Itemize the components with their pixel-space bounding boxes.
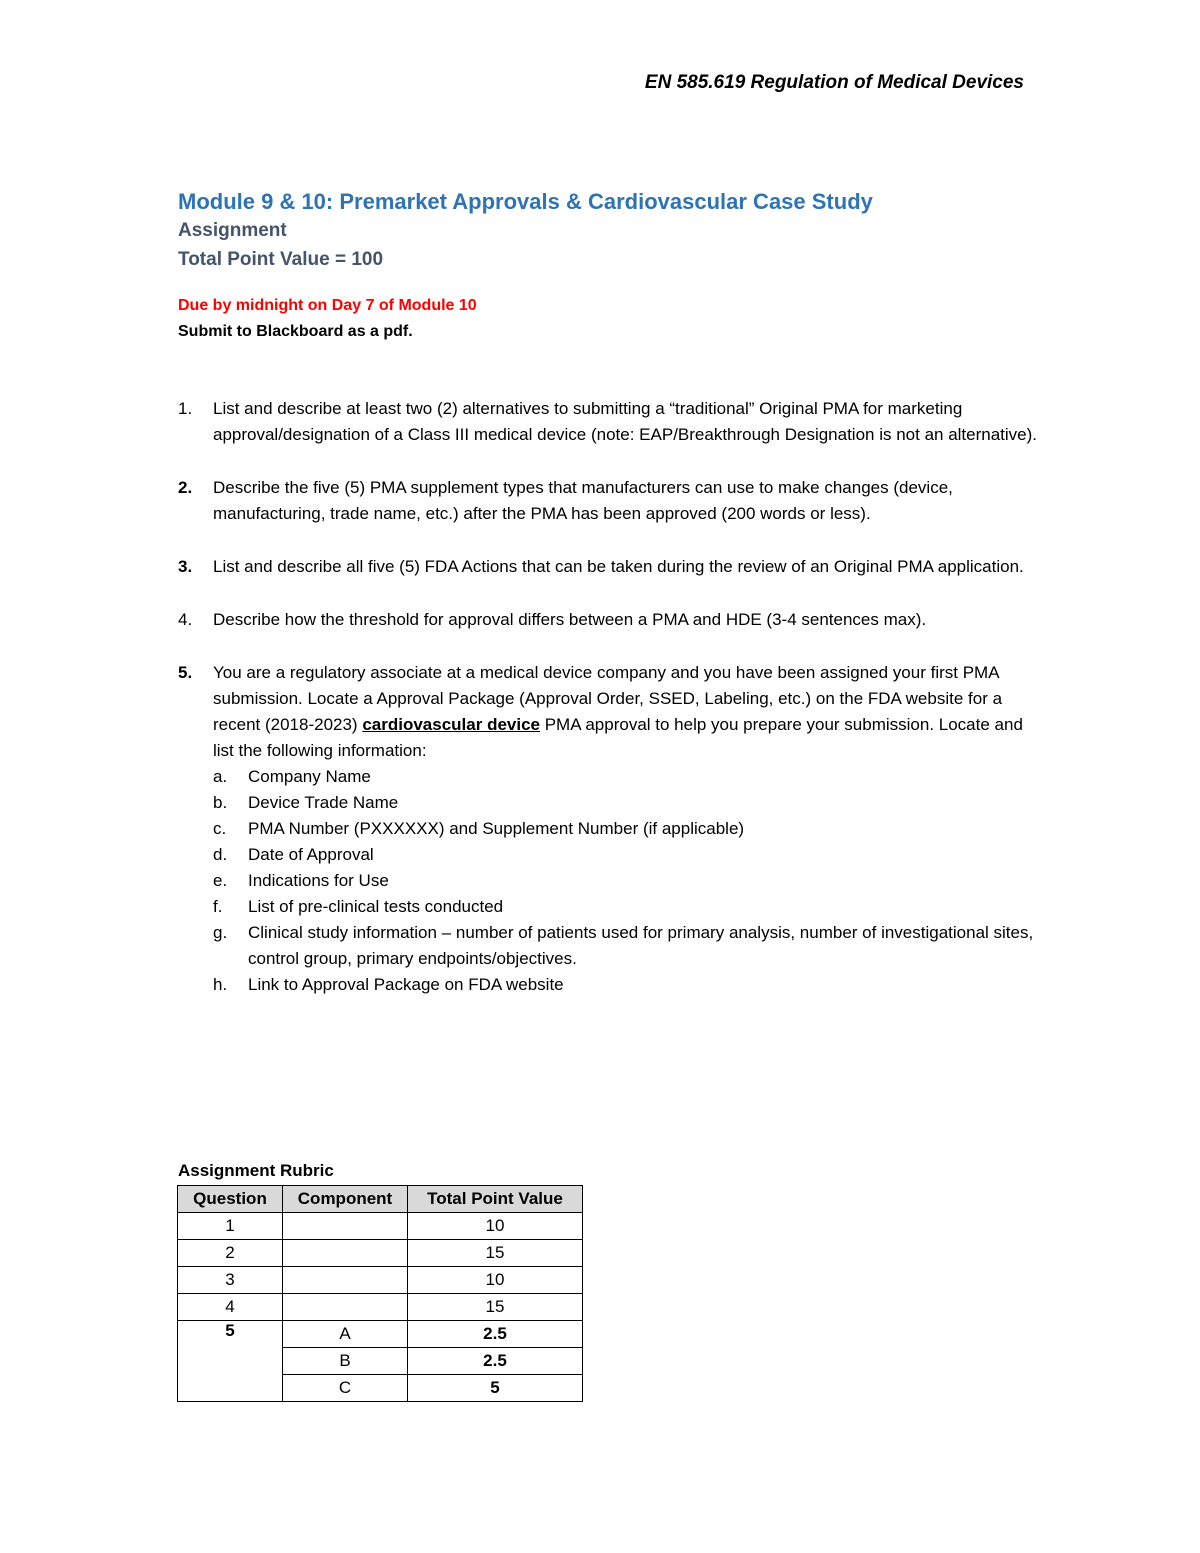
question-item	[178, 554, 1038, 580]
sub-item	[213, 842, 1038, 868]
sub-item-letter: e.	[213, 871, 228, 890]
sub-item-text: Date of Approval	[248, 845, 374, 864]
question-number: 3.	[178, 557, 193, 576]
question-item	[178, 660, 1038, 998]
sub-item	[213, 920, 1038, 972]
header-question: Question	[178, 1186, 283, 1213]
question-number: 2.	[178, 478, 193, 497]
question-item	[178, 607, 1038, 633]
sub-item	[213, 868, 1038, 894]
question-number: 5.	[178, 663, 193, 682]
question-text: Describe how the threshold for approval differs between a PMA and HDE (3-4 sentences max).	[213, 610, 927, 629]
due-date: Due by midnight on Day 7 of Module 10	[178, 297, 477, 314]
question-text-start: You are a regulatory associate at a medical device company and you have been assigned your first PMA submission. Locate a Approval Package (Approval Order, SSED, Labeling, etc.) on the FDA website for a recent (2018-2023)	[213, 663, 1003, 734]
sub-item-text: Company Name	[248, 767, 371, 786]
cell-question: 4	[178, 1294, 283, 1321]
rubric-title: Assignment Rubric	[178, 1161, 334, 1180]
cell-component	[283, 1267, 408, 1294]
cell-points: 2.5	[408, 1321, 583, 1348]
cell-points: 10	[408, 1267, 583, 1294]
cell-points: 15	[408, 1294, 583, 1321]
cell-component: C	[283, 1375, 408, 1402]
table-row	[178, 1294, 583, 1321]
sub-item-letter: f.	[213, 897, 223, 916]
course-header: EN 585.619 Regulation of Medical Devices	[644, 72, 1024, 93]
table-row	[178, 1321, 583, 1348]
question-item	[178, 475, 1038, 527]
rubric-header-row	[178, 1186, 583, 1213]
sub-item	[213, 894, 1038, 920]
total-point-value: Total Point Value = 100	[178, 249, 384, 270]
cell-component	[283, 1294, 408, 1321]
sub-item-letter: d.	[213, 845, 228, 864]
sub-item	[213, 816, 1038, 842]
sub-item-letter: g.	[213, 923, 228, 942]
cell-component	[283, 1213, 408, 1240]
header-component: Component	[283, 1186, 408, 1213]
sub-item	[213, 972, 1038, 998]
sub-item-text: Clinical study information – number of patients used for primary analysis, number of investigational sites, control group, primary endpoints/objectives.	[248, 923, 1034, 968]
sub-item-letter: a.	[213, 767, 228, 786]
cell-points: 2.5	[408, 1348, 583, 1375]
question-number: 1.	[178, 399, 193, 418]
sub-item	[213, 790, 1038, 816]
cell-component: B	[283, 1348, 408, 1375]
sub-item-letter: b.	[213, 793, 228, 812]
table-row	[178, 1267, 583, 1294]
sub-item-text: Indications for Use	[248, 871, 389, 890]
question-text: List and describe all five (5) FDA Actions that can be taken during the review of an Original PMA application.	[213, 557, 1024, 576]
cell-question: 3	[178, 1267, 283, 1294]
cell-question: 5	[178, 1321, 283, 1402]
cell-component	[283, 1240, 408, 1267]
header-total-point-value: Total Point Value	[408, 1186, 583, 1213]
sub-item-text: List of pre-clinical tests conducted	[248, 897, 504, 916]
sub-item-letter: c.	[213, 819, 227, 838]
sub-item	[213, 764, 1038, 790]
table-row	[178, 1240, 583, 1267]
cell-points: 10	[408, 1213, 583, 1240]
cell-question: 1	[178, 1213, 283, 1240]
question-text: List and describe at least two (2) alternatives to submitting a “traditional” Original PMA for marketing approval/designation of a Class III medical device (note: EAP/Breakthrough Designation is not an alternative).	[213, 399, 1038, 444]
sub-item-text: Link to Approval Package on FDA website	[248, 975, 564, 994]
submission-instructions: Submit to Blackboard as a pdf.	[178, 323, 413, 340]
question-text-end: PMA approval to help you prepare your submission. Locate and list the following information:	[213, 715, 1023, 760]
assignment-subtitle: Assignment	[178, 220, 287, 241]
question-item	[178, 396, 1038, 448]
cell-points: 5	[408, 1375, 583, 1402]
cell-points: 15	[408, 1240, 583, 1267]
cell-component: A	[283, 1321, 408, 1348]
sub-item-text: Device Trade Name	[248, 793, 399, 812]
sub-item-text: PMA Number (PXXXXXX) and Supplement Number (if applicable)	[248, 819, 745, 838]
page-title: Module 9 & 10: Premarket Approvals & Cardiovascular Case Study	[178, 189, 873, 214]
table-row	[178, 1213, 583, 1240]
cell-question: 2	[178, 1240, 283, 1267]
cardiovascular-device-emphasis: cardiovascular device	[362, 715, 540, 734]
sub-item-list	[213, 764, 1038, 998]
question-text: Describe the five (5) PMA supplement types that manufacturers can use to make changes (device, manufacturing, trade name, etc.) after the PMA has been approved (200 words or less).	[213, 478, 953, 523]
question-number: 4.	[178, 610, 193, 629]
sub-item-letter: h.	[213, 975, 228, 994]
rubric-table	[177, 1185, 583, 1402]
question-list	[178, 396, 1038, 1025]
